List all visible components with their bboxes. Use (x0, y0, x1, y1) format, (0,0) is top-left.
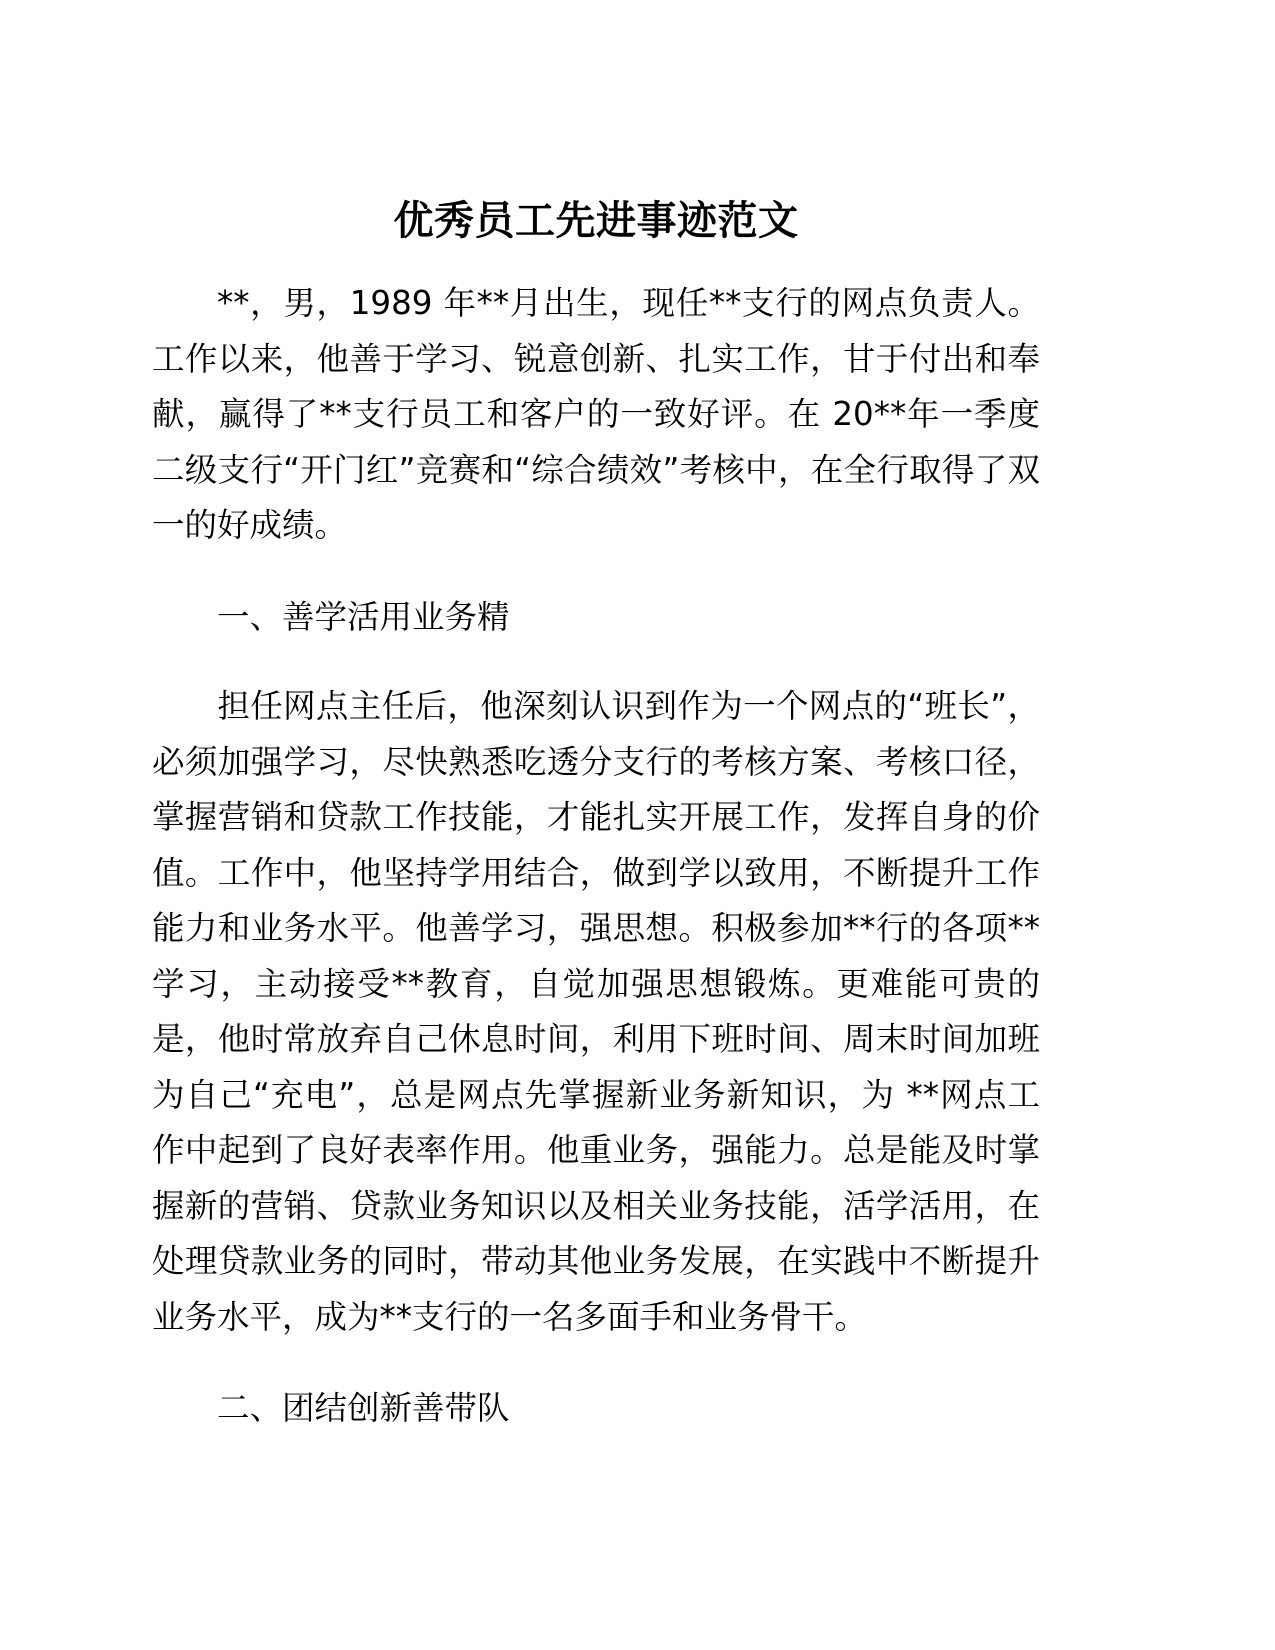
spacer-title-paragraph (152, 246, 1040, 276)
section-1-paragraph: 担任网点主任后，他深刻认识到作为一个网点的“班长”，必须加强学习，尽快熟悉吃透分支行的考核方案、考核口径，掌握营销和贷款工作技能，才能扎实开展工作，发挥自身的价值。工作中，他坚持学用结合，做到学以致用，不断提升工作能力和业务水平。他善学习，强思想。积极参加**行的各项**学习，主动接受**教育，自觉加强思想锻炼。更难能可贵的是，他时常放弃自己休息时间，利用下班时间、周末时间加班为自己“充电”，总是网点先掌握新业务新知识，为 **网点工作中起到了良好表率作用。他重业务，强能力。总是能及时掌握新的营销、贷款业务知识以及相关业务技能，活学活用，在处理贷款业务的同时，带动其他业务发展，在实践中不断提升业务水平，成为**支行的一名多面手和业务骨干。 (152, 687, 1040, 1336)
intro-paragraph: **，男，1989 年**月出生，现任**支行的网点负责人。工作以来，他善于学习、锐意创新、扎实工作，甘于付出和奉献，赢得了**支行员工和客户的一致好评。在 20**年一季度二级支行“开门红”竞赛和“综合绩效”考核中，在全行取得了双一的好成绩。 (152, 284, 1040, 544)
document-content (152, 0, 1040, 1437)
spacer-paragraph-heading2 (152, 1345, 1040, 1381)
spacer-heading1-paragraph (152, 645, 1040, 679)
section-heading-1: 一、善学活用业务精 (217, 597, 510, 636)
section-heading-2: 二、团结创新善带队 (217, 1389, 510, 1427)
page-title: 优秀员工先进事迹范文 (393, 198, 799, 244)
spacer-paragraph-heading1 (152, 554, 1040, 590)
